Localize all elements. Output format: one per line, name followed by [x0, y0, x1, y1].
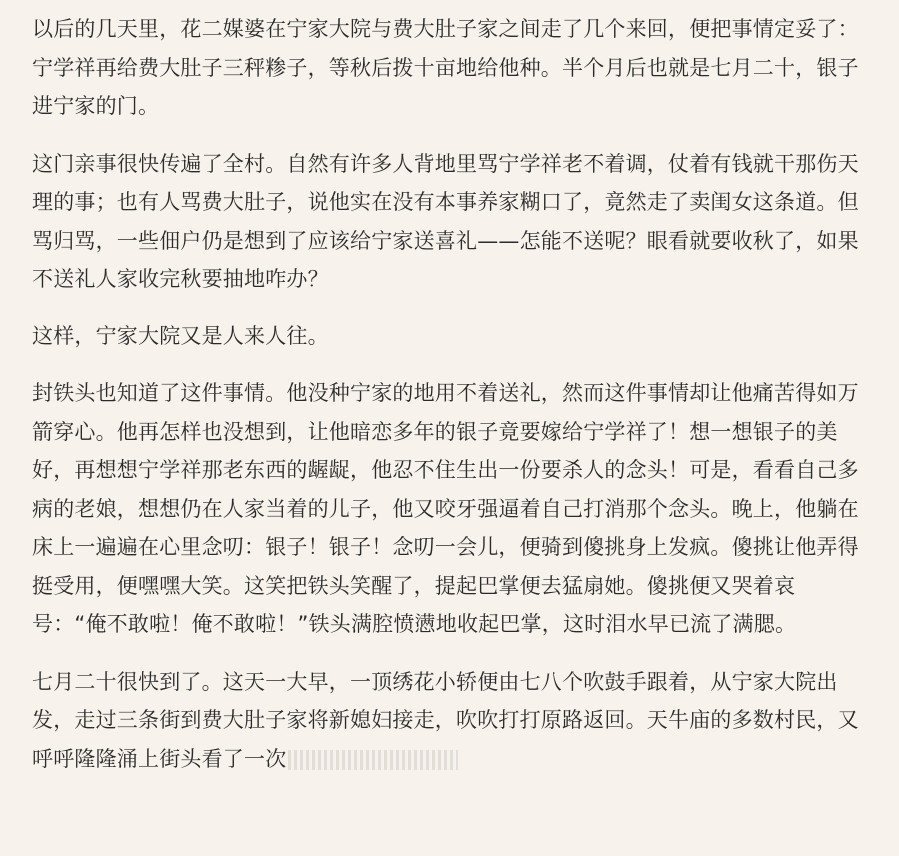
faded-text-overlay — [288, 750, 458, 770]
paragraph-5 — [32, 663, 869, 779]
paragraph-5-text: 七月二十很快到了。这天一大早，一顶绣花小轿便由七八个吹鼓手跟着，从宁家大院出发，走过三条街到费大肚子家将新媳妇接走，吹吹打打原路返回。天牛庙的多数村民，又呼呼隆隆涌上街头看了一次 — [32, 669, 859, 771]
paragraph-4: 封铁头也知道了这件事情。他没种宁家的地用不着送礼，然而这件事情却让他痛苦得如万箭穿心。他再怎样也没想到，让他暗恋多年的银子竟要嫁给宁学祥了！想一想银子的美好，再想想宁学祥那老东西的龌龊，他忍不住生出一份要杀人的念头！可是，看看自己多病的老娘，想想仍在人家当着的儿子，他又咬牙强逼着自己打消那个念头。晚上，他躺在床上一遍遍在心里念叨：银子！银子！念叨一会儿，便骑到傻挑身上发疯。傻挑让他弄得挺受用，便嘿嘿大笑。这笑把铁头笑醒了，提起巴掌便去猛扇她。傻挑便又哭着哀号：“俺不敢啦！俺不敢啦！”铁头满腔愤懑地收起巴掌，这时泪水早已流了满腮。 — [32, 381, 859, 636]
paragraph-1: 以后的几天里，花二媒婆在宁家大院与费大肚子家之间走了几个来回，便把事情定妥了：宁学祥再给费大肚子三秤糁子，等秋后拨十亩地给他种。半个月后也就是七月二十，银子进宁家的门。 — [32, 17, 859, 118]
paragraph-3: 这样，宁家大院又是人来人往。 — [32, 323, 329, 348]
paragraph-2: 这门亲事很快传遍了全村。自然有许多人背地里骂宁学祥老不着调，仗着有钱就干那伤天理的事；也有人骂费大肚子，说他实在没有本事养家糊口了，竟然走了卖闺女这条道。但骂归骂，一些佃户仍是想到了应该给宁家送喜礼——怎能不送呢？眼看就要收秋了，如果不送礼人家收完秋要抽地咋办？ — [32, 151, 859, 291]
